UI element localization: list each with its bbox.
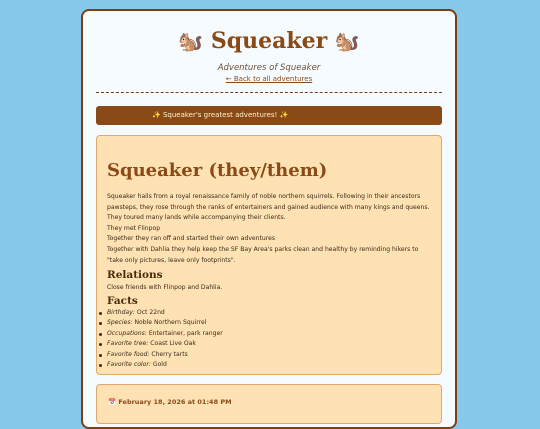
back-to-adventures-link[interactable]: ← Back to all adventures [225, 75, 313, 83]
site-title-text: Squeaker [210, 28, 328, 54]
banner: ✨ Squeaker's greatest adventures! ✨ [96, 106, 442, 125]
next-post [96, 384, 442, 424]
fact-key: Favorite tree: [107, 340, 149, 348]
fact-value: Oct 22nd [136, 309, 165, 316]
fact-key: Occupations: [107, 329, 147, 337]
fact-item [107, 360, 223, 370]
post-heading: Squeaker (they/them) [107, 160, 328, 181]
fact-item [107, 329, 223, 339]
bio-line: They met Flinpop [107, 224, 161, 232]
relations-text: Close friends with Flinpop and Dahlia. [107, 284, 223, 291]
fact-value: Coast Live Oak [150, 340, 196, 348]
page-card [81, 9, 457, 429]
relations-heading: Relations [107, 269, 163, 281]
fact-value: Entertainer, park ranger [148, 329, 223, 337]
fact-item [107, 339, 223, 349]
site-title [83, 28, 455, 54]
squirrel-icon: 🐿️ [334, 29, 360, 53]
fact-key: Birthday: [107, 309, 135, 316]
fact-key: Favorite color: [107, 361, 151, 369]
fact-value: Noble Northern Squirrel [134, 319, 207, 327]
fact-item [107, 318, 223, 328]
character-post [96, 135, 442, 375]
bio-paragraph: Together with Dahlia they help keep the SF Bay Area's parks clean and healthy by reminding hikers to "take only pictures, leave only footprints". [107, 245, 419, 264]
post-date: 📅 February 18, 2026 at 01:48 PM [108, 398, 232, 406]
bio-line: Together they ran off and started their own adventures [107, 235, 276, 243]
fact-item [107, 308, 223, 318]
bio [107, 192, 433, 266]
bio-paragraph: Squeaker hails from a royal renaissance family of noble northern squirrels. Following in their ancestors pawsteps, they rose through the ranks of entertainers and gained audience with many kings and queens. [107, 193, 430, 211]
squirrel-icon: 🐿️ [178, 29, 204, 53]
fact-item [107, 350, 223, 360]
facts-list [107, 308, 223, 370]
divider [96, 92, 442, 93]
bio-line: They toured many lands while accompanying their clients. [107, 214, 286, 222]
fact-key: Species: [107, 319, 133, 327]
fact-value: Gold [152, 361, 167, 369]
fact-key: Favorite food: [107, 350, 150, 358]
site-subtitle: Adventures of Squeaker [217, 63, 321, 73]
fact-value: Cherry tarts [151, 350, 188, 358]
facts-heading: Facts [107, 295, 138, 307]
